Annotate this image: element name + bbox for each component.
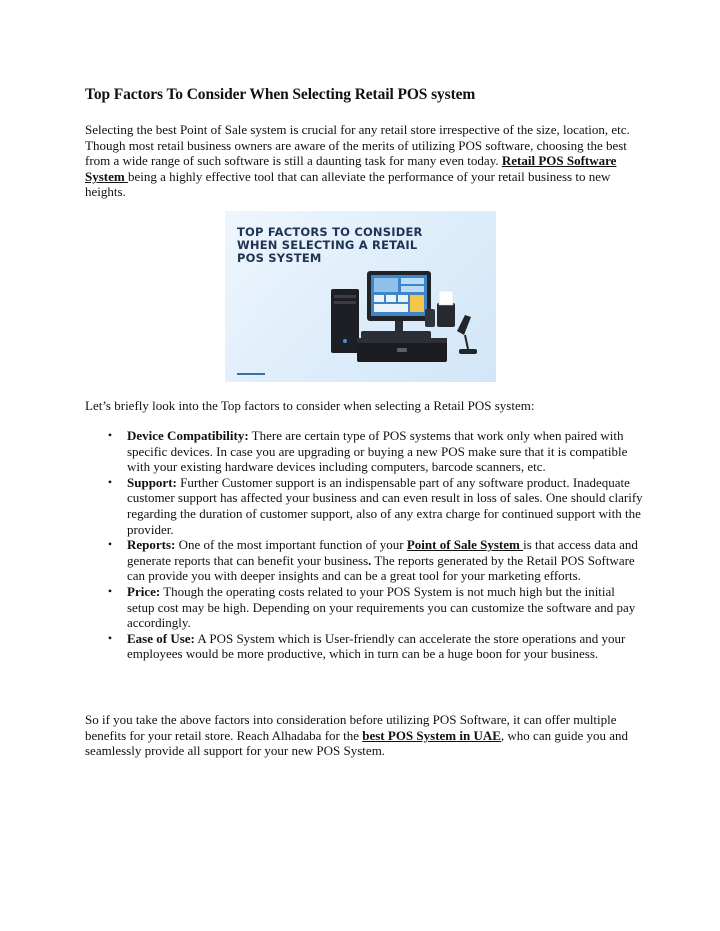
factor-text: There are certain type of POS systems that work only when paired with specific devices. In case you are upgrading or buying a new POS make sure that it is compatible with your existing hardware devices including computers, barcode scanners, etc.	[127, 428, 628, 475]
best-pos-system-uae-link[interactable]: best POS System in UAE	[362, 727, 501, 743]
factor-period: .	[368, 552, 372, 568]
list-item	[85, 537, 645, 584]
bullet-icon: •	[107, 630, 113, 645]
factor-term: Ease of Use:	[127, 630, 195, 646]
banner-accent-line	[237, 373, 265, 375]
bullet-icon: •	[107, 474, 113, 489]
list-item	[85, 428, 645, 475]
pos-terminal-illustration	[225, 211, 496, 382]
bullet-icon: •	[107, 583, 113, 598]
factor-term: Support:	[127, 474, 177, 490]
conclusion-text: So if you take the above factors into consideration before utilizing POS Software, it can offer multiple benefits for your retail store. Reach Alhadaba for the	[85, 712, 617, 743]
factor-text: The reports generated by the Retail POS Software can provide you with deeper insights and can be a great tool for your marketing efforts.	[127, 552, 635, 584]
list-item	[85, 584, 645, 631]
retail-pos-software-link[interactable]: Retail POS Software System	[85, 153, 617, 184]
factor-term: Price:	[127, 583, 161, 599]
factor-text: One of the most important function of your	[175, 537, 407, 553]
factor-term: Reports:	[127, 537, 176, 553]
bullet-icon: •	[107, 537, 113, 552]
page-title: Top Factors To Consider When Selecting Retail POS system	[85, 86, 476, 103]
point-of-sale-system-link[interactable]: Point of Sale System	[406, 537, 524, 553]
list-item	[85, 475, 645, 537]
conclusion-paragraph	[85, 712, 645, 759]
bullet-icon: •	[107, 428, 113, 442]
intro-paragraph	[85, 122, 645, 200]
intro-text: Selecting the best Point of Sale system is crucial for any retail store irrespective of the size, location, etc. Though most retail business owners are aware of the merits of utilizing POS software, choosing the best from a wide range of such software is still a daunting task for many even today.	[85, 122, 630, 169]
lead-in-text: Let’s briefly look into the Top factors to consider when selecting a Retail POS system:	[85, 398, 535, 413]
factor-text: is that access data and generate reports that can benefit your business	[127, 537, 638, 568]
banner-headline: TOP FACTORS TO CONSIDER WHEN SELECTING A RETAIL POS SYSTEM	[237, 225, 423, 265]
factor-text: A POS System which is User-friendly can accelerate the store operations and your employees would be more productive, which in turn can be a huge boon for your business.	[127, 630, 626, 662]
factor-term: Device Compatibility:	[127, 428, 249, 443]
list-item	[85, 631, 645, 662]
factors-list	[85, 428, 645, 662]
factor-text: Further Customer support is an indispensable part of any software product. Inadequate customer support has affected your business and can even result in loss of sales. One should clarify regarding the duration of customer support, also of any extra charge for continued support with the provider.	[127, 474, 643, 537]
pos-banner-image	[225, 211, 496, 382]
conclusion-text-end: , who can guide you and seamlessly provide all support for your new POS System.	[85, 727, 629, 759]
intro-text-end: being a highly effective tool that can alleviate the performance of your retail business to new heights.	[85, 168, 611, 200]
factor-text: Though the operating costs related to your POS System is not much high but the initial setup cost may be high. Depending on your requirements you can customize the software and pay accordingly.	[127, 583, 636, 631]
